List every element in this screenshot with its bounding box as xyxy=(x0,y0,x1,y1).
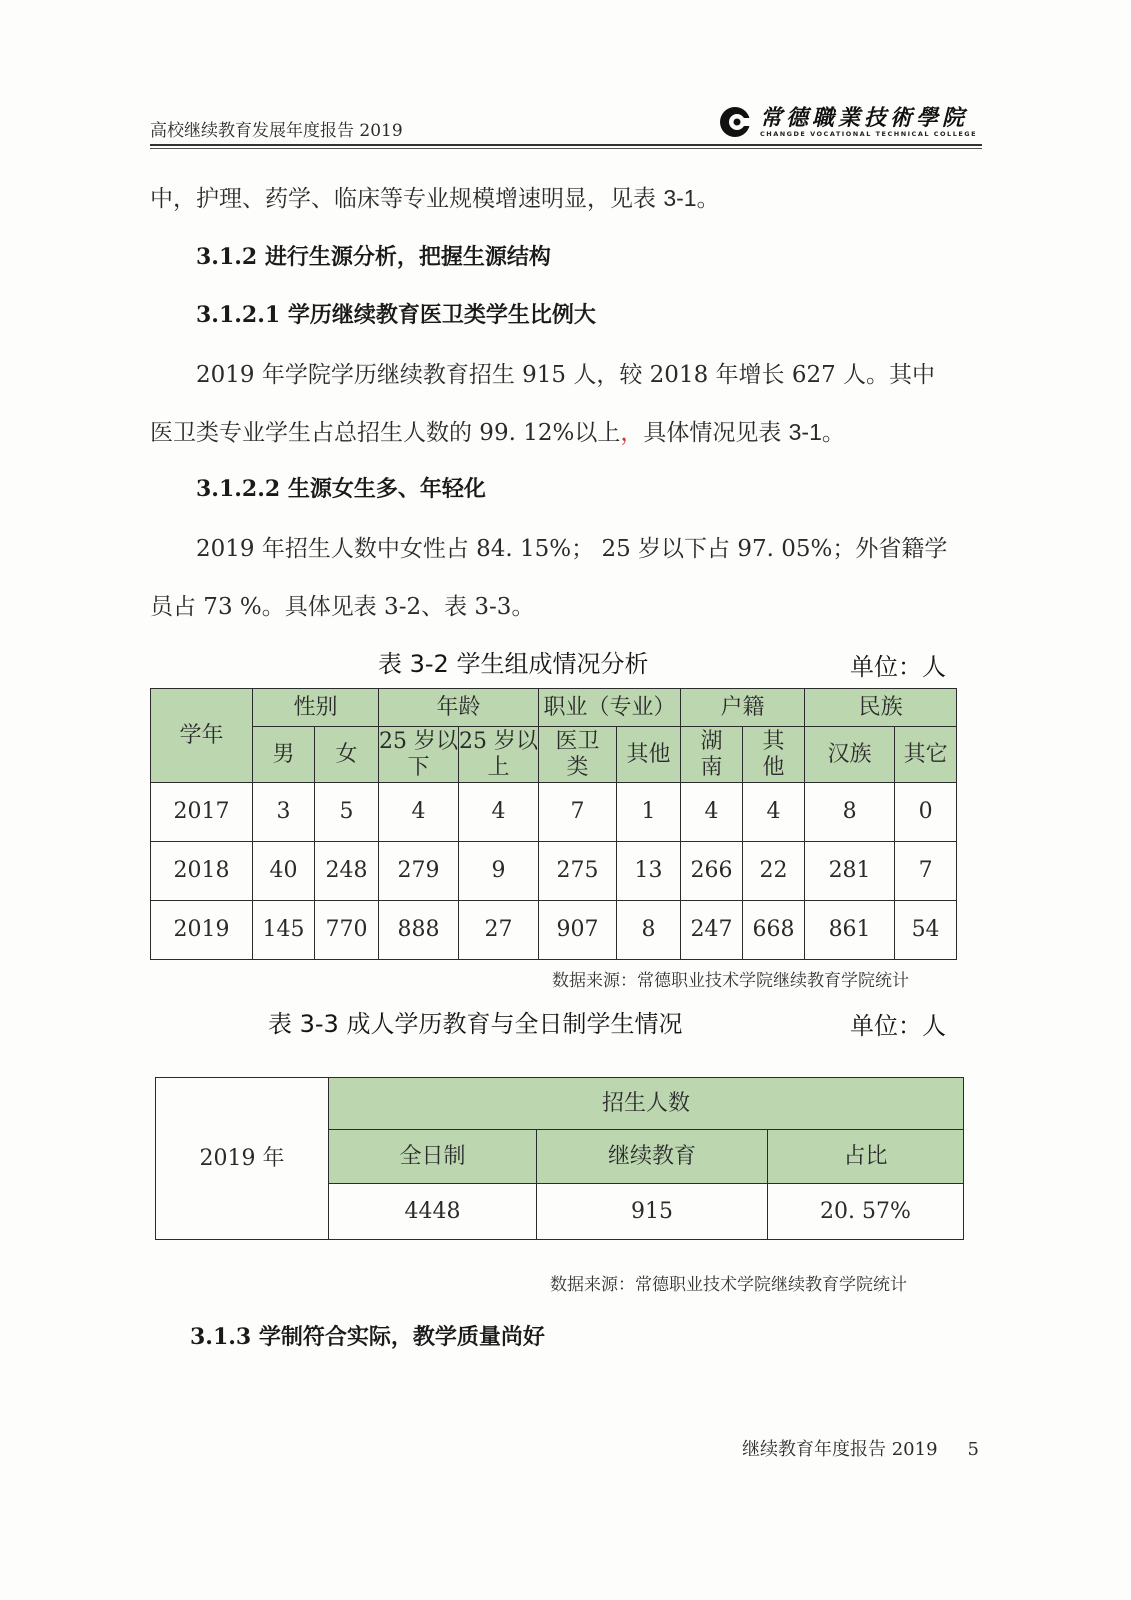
table-cell: 40 xyxy=(253,842,315,901)
table-header-cell: 年龄 xyxy=(379,689,539,727)
table-cell: 27 xyxy=(459,901,539,960)
table-cell: 275 xyxy=(539,842,617,901)
header-rule-thin xyxy=(150,148,982,149)
table-header-cell: 湖南 xyxy=(681,727,743,783)
paragraph-line xyxy=(150,414,845,447)
table-header-cell: 其它 xyxy=(895,727,957,783)
table-cell: 907 xyxy=(539,901,617,960)
table-cell: 5 xyxy=(315,783,379,842)
section-heading-3-1-2-2: 3.1.2.2 生源女生多、年轻化 xyxy=(196,476,486,502)
text-run: 中，护理、药学、临床等专业规模增速明显，见表 xyxy=(150,186,664,212)
table-cell: 668 xyxy=(743,901,805,960)
text-run: 医卫类专业学生占总招生人数的 99. 12%以上 xyxy=(150,420,621,446)
table-cell: 4 xyxy=(681,783,743,842)
table-cell: 2019 年 xyxy=(156,1078,329,1240)
page-number: 5 xyxy=(967,1439,979,1460)
table-header-cell: 25 岁以上 xyxy=(459,727,539,783)
table-header-cell: 女 xyxy=(315,727,379,783)
table-cell: 770 xyxy=(315,901,379,960)
table-caption: 表 3-3 成人学历教育与全日制学生情况 xyxy=(268,1010,683,1038)
table-student-composition xyxy=(150,688,957,960)
logo-chinese-name: 常德職業技術學院 xyxy=(760,105,969,131)
table-cell: 2018 xyxy=(151,842,253,901)
section-heading-3-1-2: 3.1.2 进行生源分析，把握生源结构 xyxy=(196,244,551,270)
table-cell: 20. 57% xyxy=(768,1184,964,1240)
table-header-cell: 其他 xyxy=(743,727,805,783)
text-run: 具体情况见表 xyxy=(643,420,789,446)
table-header-cell: 民族 xyxy=(805,689,957,727)
paragraph-line: 员占 73 %。具体见表 3-2、表 3-3。 xyxy=(150,594,535,620)
text-run: 。 xyxy=(696,186,720,212)
table-header-cell: 汉族 xyxy=(805,727,895,783)
table-cell: 266 xyxy=(681,842,743,901)
footer-text: 继续教育年度报告 2019 xyxy=(742,1439,938,1460)
table-header-cell: 继续教育 xyxy=(537,1130,768,1184)
logo-english-name: CHANGDE VOCATIONAL TECHNICAL COLLEGE xyxy=(760,130,978,138)
table-reference: 3-1 xyxy=(663,185,697,211)
header-rule xyxy=(150,144,982,146)
table-row xyxy=(151,901,957,960)
table-header-cell: 户籍 xyxy=(681,689,805,727)
table-header-cell: 性别 xyxy=(253,689,379,727)
table-row xyxy=(151,842,957,901)
table-cell: 13 xyxy=(617,842,681,901)
table-cell: 7 xyxy=(539,783,617,842)
paragraph-line: 2019 年招生人数中女性占 84. 15%； 25 岁以下占 97. 05%；外省籍学 xyxy=(196,536,948,562)
table-header-cell: 全日制 xyxy=(329,1130,537,1184)
table-cell: 4 xyxy=(459,783,539,842)
table-header-cell: 学年 xyxy=(151,689,253,783)
table-cell: 248 xyxy=(315,842,379,901)
table-unit: 单位：人 xyxy=(850,1012,946,1040)
table-header-cell: 医卫类 xyxy=(539,727,617,783)
table-header-cell: 其他 xyxy=(617,727,681,783)
text-run: ， xyxy=(620,420,644,446)
section-heading-3-1-3: 3.1.3 学制符合实际，教学质量尚好 xyxy=(190,1324,545,1350)
table-cell: 281 xyxy=(805,842,895,901)
table-cell: 54 xyxy=(895,901,957,960)
table-cell: 4 xyxy=(379,783,459,842)
college-logo xyxy=(718,105,977,139)
table-cell: 4448 xyxy=(329,1184,537,1240)
table-cell: 915 xyxy=(537,1184,768,1240)
table-cell: 0 xyxy=(895,783,957,842)
paragraph-line: 2019 年学院学历继续教育招生 915 人，较 2018 年增长 627 人。其中 xyxy=(196,362,936,388)
table-cell: 9 xyxy=(459,842,539,901)
table-cell: 8 xyxy=(617,901,681,960)
header-title: 高校继续教育发展年度报告 2019 xyxy=(150,121,403,141)
table-unit: 单位：人 xyxy=(850,653,946,681)
table-cell: 3 xyxy=(253,783,315,842)
table-cell: 145 xyxy=(253,901,315,960)
table-cell: 22 xyxy=(743,842,805,901)
page-footer xyxy=(742,1435,979,1461)
table-caption: 表 3-2 学生组成情况分析 xyxy=(378,650,649,678)
table-cell: 888 xyxy=(379,901,459,960)
table-header-cell: 男 xyxy=(253,727,315,783)
table-adult-vs-fulltime xyxy=(155,1077,964,1240)
table-reference: 3-1 xyxy=(788,419,822,445)
table-cell: 7 xyxy=(895,842,957,901)
table-source-note: 数据来源：常德职业技术学院继续教育学院统计 xyxy=(552,971,909,991)
table-row xyxy=(151,783,957,842)
paragraph-line xyxy=(150,180,720,213)
table-source-note: 数据来源：常德职业技术学院继续教育学院统计 xyxy=(550,1275,907,1295)
table-cell: 2017 xyxy=(151,783,253,842)
table-cell: 861 xyxy=(805,901,895,960)
college-emblem-icon xyxy=(718,105,752,139)
table-cell: 279 xyxy=(379,842,459,901)
text-run: 。 xyxy=(821,420,845,446)
section-heading-3-1-2-1: 3.1.2.1 学历继续教育医卫类学生比例大 xyxy=(196,302,596,328)
table-cell: 1 xyxy=(617,783,681,842)
table-header-cell: 占比 xyxy=(768,1130,964,1184)
table-cell: 247 xyxy=(681,901,743,960)
table-cell: 4 xyxy=(743,783,805,842)
table-cell: 8 xyxy=(805,783,895,842)
table-header-cell: 职业（专业） xyxy=(539,689,681,727)
table-header-cell: 招生人数 xyxy=(329,1078,964,1130)
table-header-cell: 25 岁以下 xyxy=(379,727,459,783)
table-cell: 2019 xyxy=(151,901,253,960)
